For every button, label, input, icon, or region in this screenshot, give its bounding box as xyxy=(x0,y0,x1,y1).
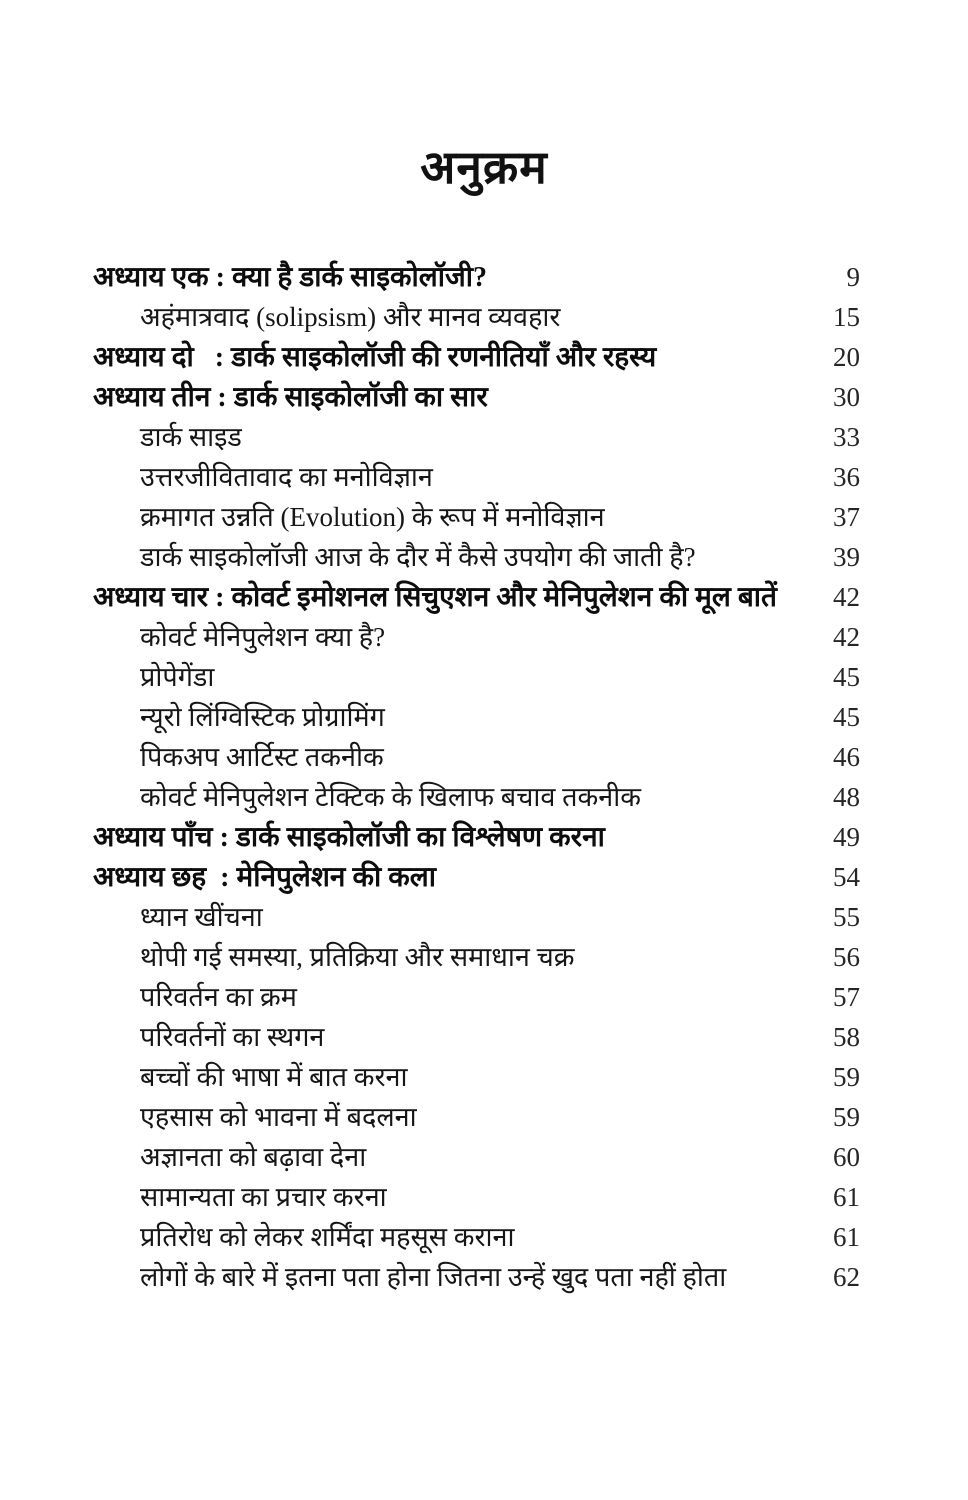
toc-entry-page-number: 56 xyxy=(833,942,860,973)
toc-entry xyxy=(93,1217,860,1257)
toc-entry-page-number: 37 xyxy=(833,502,860,533)
toc-entry-title: डार्क साइड xyxy=(140,422,242,453)
toc-entry xyxy=(93,1017,860,1057)
toc-entry xyxy=(93,577,860,617)
toc-entry-page-number: 42 xyxy=(833,582,860,613)
toc-entry-page-number: 62 xyxy=(833,1262,860,1293)
toc-entry-title: अध्याय पाँच : डार्क साइकोलॉजी का विश्लेषण करना xyxy=(93,822,605,854)
toc-entry xyxy=(93,617,860,657)
toc-entry-page-number: 59 xyxy=(833,1102,860,1133)
toc-list xyxy=(0,257,968,1297)
toc-entry-title: सामान्यता का प्रचार करना xyxy=(140,1182,387,1213)
toc-entry xyxy=(93,897,860,937)
toc-entry-title: अध्याय तीन : डार्क साइकोलॉजी का सार xyxy=(93,382,488,414)
toc-entry xyxy=(93,457,860,497)
toc-entry xyxy=(93,1257,860,1297)
toc-entry-title: क्रमागत उन्नति (Evolution) के रूप में मनोविज्ञान xyxy=(140,502,605,533)
toc-entry-page-number: 36 xyxy=(833,462,860,493)
toc-entry-page-number: 9 xyxy=(846,262,860,293)
toc-entry-title: उत्तरजीवितावाद का मनोविज्ञान xyxy=(140,462,433,493)
toc-entry-page-number: 61 xyxy=(833,1222,860,1253)
toc-entry-title: अहंमात्रवाद (solipsism) और मानव व्यवहार xyxy=(140,302,561,333)
toc-entry-title: कोवर्ट मेनिपुलेशन टेक्टिक के खिलाफ बचाव तकनीक xyxy=(140,782,641,813)
toc-entry-title: एहसास को भावना में बदलना xyxy=(140,1102,417,1133)
toc-entry xyxy=(93,297,860,337)
toc-entry xyxy=(93,417,860,457)
toc-entry-title: अध्याय एक : क्या है डार्क साइकोलॉजी? xyxy=(93,262,487,294)
toc-entry-title: प्रतिरोध को लेकर शर्मिंदा महसूस कराना xyxy=(140,1222,515,1253)
toc-entry xyxy=(93,977,860,1017)
toc-entry-page-number: 59 xyxy=(833,1062,860,1093)
toc-entry-page-number: 58 xyxy=(833,1022,860,1053)
toc-entry-title: अध्याय चार : कोवर्ट इमोशनल सिचुएशन और मेनिपुलेशन की मूल बातें xyxy=(93,582,778,614)
toc-entry xyxy=(93,777,860,817)
toc-entry xyxy=(93,257,860,297)
toc-entry-page-number: 42 xyxy=(833,622,860,653)
toc-entry-page-number: 46 xyxy=(833,742,860,773)
toc-entry xyxy=(93,697,860,737)
toc-entry-page-number: 61 xyxy=(833,1182,860,1213)
toc-entry xyxy=(93,817,860,857)
toc-entry-title: बच्चों की भाषा में बात करना xyxy=(140,1062,408,1093)
toc-entry xyxy=(93,337,860,377)
toc-entry-title: थोपी गई समस्या, प्रतिक्रिया और समाधान चक्र xyxy=(140,942,575,973)
toc-entry xyxy=(93,497,860,537)
toc-entry xyxy=(93,1177,860,1217)
toc-entry xyxy=(93,937,860,977)
toc-entry-title: परिवर्तन का क्रम xyxy=(140,982,297,1013)
toc-entry-page-number: 15 xyxy=(833,302,860,333)
toc-entry xyxy=(93,537,860,577)
toc-entry-title: डार्क साइकोलॉजी आज के दौर में कैसे उपयोग की जाती है? xyxy=(140,542,696,573)
toc-entry xyxy=(93,1137,860,1177)
toc-entry-title: अज्ञानता को बढ़ावा देना xyxy=(140,1142,367,1173)
toc-entry-page-number: 57 xyxy=(833,982,860,1013)
toc-entry-page-number: 60 xyxy=(833,1142,860,1173)
toc-entry-page-number: 30 xyxy=(833,382,860,413)
toc-entry xyxy=(93,857,860,897)
toc-entry-page-number: 33 xyxy=(833,422,860,453)
toc-entry-title: पिकअप आर्टिस्ट तकनीक xyxy=(140,742,384,773)
toc-entry-page-number: 54 xyxy=(833,862,860,893)
toc-entry-title: लोगों के बारे में इतना पता होना जितना उन्हें खुद पता नहीं होता xyxy=(140,1262,727,1293)
toc-entry-title: परिवर्तनों का स्थगन xyxy=(140,1022,325,1053)
toc-entry xyxy=(93,1057,860,1097)
toc-entry-page-number: 45 xyxy=(833,662,860,693)
toc-entry-title: प्रोपेगेंडा xyxy=(140,662,215,693)
page-title: अनुक्रम xyxy=(420,142,548,193)
toc-entry-title: ध्यान खींचना xyxy=(140,902,263,933)
toc-entry-title: कोवर्ट मेनिपुलेशन क्या है? xyxy=(140,622,386,653)
toc-entry-page-number: 55 xyxy=(833,902,860,933)
toc-entry xyxy=(93,1097,860,1137)
toc-entry xyxy=(93,657,860,697)
toc-entry-title: अध्याय दो : डार्क साइकोलॉजी की रणनीतियाँ और रहस्य xyxy=(93,342,657,374)
toc-entry xyxy=(93,377,860,417)
toc-entry-page-number: 20 xyxy=(833,342,860,373)
toc-entry-page-number: 49 xyxy=(833,822,860,853)
toc-entry-title: न्यूरो लिंग्विस्टिक प्रोग्रामिंग xyxy=(140,702,385,733)
toc-entry xyxy=(93,737,860,777)
toc-entry-page-number: 39 xyxy=(833,542,860,573)
toc-entry-page-number: 45 xyxy=(833,702,860,733)
toc-entry-page-number: 48 xyxy=(833,782,860,813)
toc-entry-title: अध्याय छह : मेनिपुलेशन की कला xyxy=(93,862,436,894)
